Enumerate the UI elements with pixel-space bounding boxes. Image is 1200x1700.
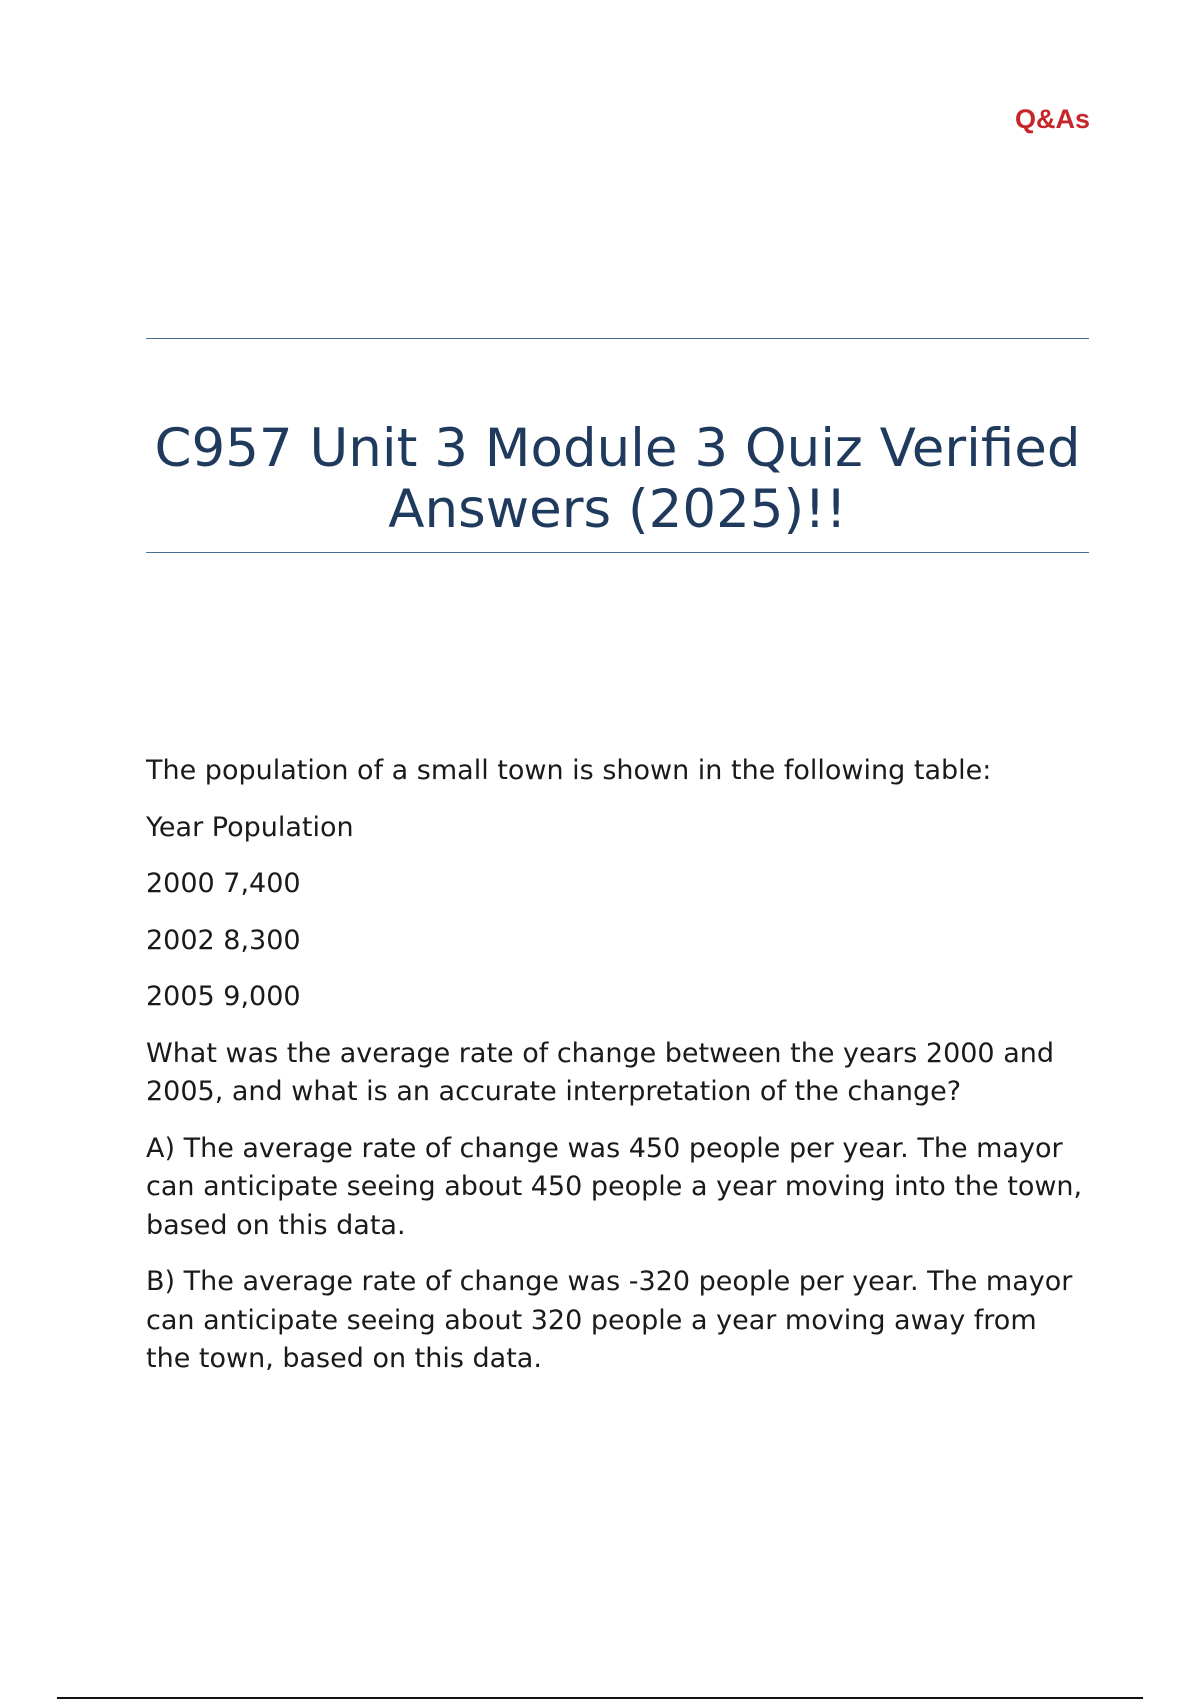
title-top-rule [146, 338, 1089, 339]
table-row: 2005 9,000 [146, 981, 301, 1012]
answer-option-b: B) The average rate of change was -320 people per year. The mayor can anticipate seeing about 320 people a year moving away from the town, based on this data. [146, 1266, 1073, 1374]
table-row: 2002 8,300 [146, 924, 301, 956]
title-bottom-rule [146, 552, 1089, 553]
table-row: 2000 7,400 [146, 868, 301, 899]
question-intro: The population of a small town is shown in the following table: [146, 755, 992, 786]
footer-divider [57, 1697, 1143, 1699]
document-title: C957 Unit 3 Module 3 Quiz Verified Answers (2025)!! [154, 418, 1081, 540]
table-header: Year Population [146, 811, 354, 843]
answer-option-a: A) The average rate of change was 450 people per year. The mayor can anticipate seeing about 450 people a year moving into the town, based on this data. [146, 1132, 1083, 1241]
question-body [146, 752, 1086, 1397]
header-tag: Q&As [1014, 104, 1090, 134]
question-prompt: What was the average rate of change between the years 2000 and 2005, and what is an accurate interpretation of the change? [146, 1037, 1054, 1107]
